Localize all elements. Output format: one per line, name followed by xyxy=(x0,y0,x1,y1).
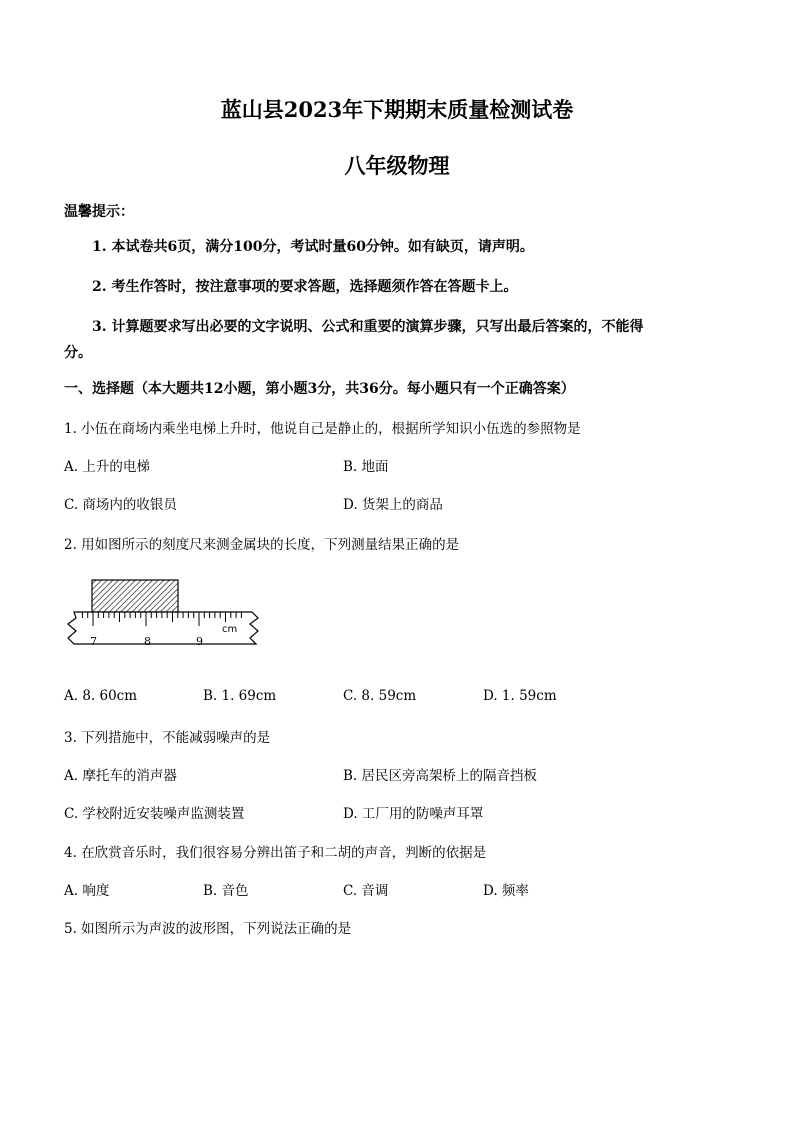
question-1-option-c: C. 商场内的收银员 xyxy=(64,497,177,513)
exam-title: 蓝山县2023年下期期末质量检测试卷 xyxy=(220,97,574,122)
question-4-option-c: C. 音调 xyxy=(343,883,389,899)
ruler-tick-label-7: 7 xyxy=(90,635,97,648)
section-heading: 一、选择题（本大题共12小题，第小题3分，共36分。每小题只有一个正确答案） xyxy=(64,381,575,397)
question-1-option-a: A. 上升的电梯 xyxy=(64,459,150,475)
question-3-option-a: A. 摩托车的消声器 xyxy=(64,768,177,784)
tip-item-3-cont: 分。 xyxy=(64,345,92,361)
tips-label: 温馨提示： xyxy=(64,204,134,220)
question-2-option-d: D. 1. 59cm xyxy=(483,688,557,704)
question-3-option-b: B. 居民区旁高架桥上的隔音挡板 xyxy=(343,768,538,784)
ruler-tick-label-9: 9 xyxy=(196,635,203,648)
question-1-option-b: B. 地面 xyxy=(343,459,389,475)
question-2-stem: 2. 用如图所示的刻度尺来测金属块的长度，下列测量结果正确的是 xyxy=(64,537,460,553)
tip-item-1: 1. 本试卷共6页，满分100分，考试时量60分钟。如有缺页，请声明。 xyxy=(92,239,534,255)
ruler-tick-label-8: 8 xyxy=(144,635,151,648)
question-2-option-c: C. 8. 59cm xyxy=(343,688,417,704)
question-1-stem: 1. 小伍在商场内乘坐电梯上升时，他说自己是静止的，根据所学知识小伍选的参照物是 xyxy=(64,421,581,437)
metal-block xyxy=(92,580,178,612)
ruler-figure xyxy=(62,574,264,652)
question-3-option-c: C. 学校附近安装噪声监测装置 xyxy=(64,806,245,822)
question-3-option-d: D. 工厂用的防噪声耳罩 xyxy=(343,806,484,822)
question-1-option-d: D. 货架上的商品 xyxy=(343,497,443,513)
tip-item-3: 3. 计算题要求写出必要的文字说明、公式和重要的演算步骤，只写出最后答案的，不能得 xyxy=(92,319,644,335)
question-4-option-b: B. 音色 xyxy=(203,883,249,899)
question-4-option-d: D. 频率 xyxy=(483,883,529,899)
question-2-option-a: A. 8. 60cm xyxy=(64,688,138,704)
ruler-unit-label: cm xyxy=(222,624,238,635)
question-2-option-b: B. 1. 69cm xyxy=(203,688,277,704)
exam-subtitle: 八年级物理 xyxy=(344,153,450,178)
question-4-option-a: A. 响度 xyxy=(64,883,110,899)
question-4-stem: 4. 在欣赏音乐时，我们很容易分辨出笛子和二胡的声音，判断的依据是 xyxy=(64,845,487,861)
question-3-stem: 3. 下列措施中，不能减弱噪声的是 xyxy=(64,730,271,746)
tip-item-2: 2. 考生作答时，按注意事项的要求答题，选择题须作答在答题卡上。 xyxy=(92,279,518,295)
question-5-stem: 5. 如图所示为声波的波形图，下列说法正确的是 xyxy=(64,921,352,937)
